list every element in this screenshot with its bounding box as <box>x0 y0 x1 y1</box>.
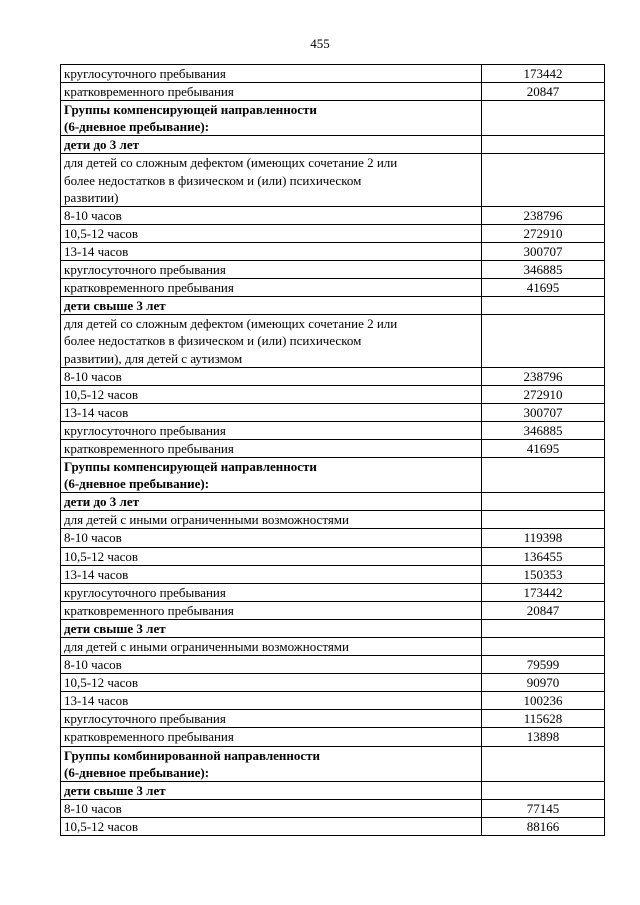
category-note-row <box>61 511 605 529</box>
row-label: Группы компенсирующей направленности (6-дневное пребывание): <box>61 458 482 493</box>
row-label: для детей с иными ограниченными возможностями <box>61 638 482 656</box>
row-label: дети свыше 3 лет <box>61 781 482 799</box>
row-label: 8-10 часов <box>61 206 482 224</box>
table-row <box>61 242 605 260</box>
table-row <box>61 421 605 439</box>
table-row <box>61 547 605 565</box>
row-value: 41695 <box>482 439 605 457</box>
row-value: 100236 <box>482 692 605 710</box>
row-label: 10,5-12 часов <box>61 547 482 565</box>
row-label: для детей со сложным дефектом (имеющих сочетание 2 или более недостатков в физическом и (или) психическом развитии), для детей с аутизмом <box>61 315 482 367</box>
row-value <box>482 638 605 656</box>
row-label: 8-10 часов <box>61 529 482 547</box>
row-label: кратковременного пребывания <box>61 728 482 746</box>
row-label: круглосуточного пребывания <box>61 421 482 439</box>
category-note-row <box>61 638 605 656</box>
table-row <box>61 367 605 385</box>
row-value: 90970 <box>482 674 605 692</box>
table-row <box>61 710 605 728</box>
row-label: круглосуточного пребывания <box>61 65 482 83</box>
row-value <box>482 511 605 529</box>
table-row <box>61 65 605 83</box>
table-row <box>61 83 605 101</box>
section-header-row <box>61 458 605 493</box>
table-row <box>61 601 605 619</box>
row-label: кратковременного пребывания <box>61 83 482 101</box>
table-row <box>61 206 605 224</box>
section-header-row <box>61 136 605 154</box>
row-value: 115628 <box>482 710 605 728</box>
row-value: 173442 <box>482 65 605 83</box>
row-value: 41695 <box>482 279 605 297</box>
row-value: 79599 <box>482 656 605 674</box>
table-row <box>61 692 605 710</box>
table-row <box>61 799 605 817</box>
row-value <box>482 746 605 781</box>
row-label: 10,5-12 часов <box>61 224 482 242</box>
row-value: 272910 <box>482 385 605 403</box>
table-row <box>61 674 605 692</box>
section-header-row <box>61 297 605 315</box>
row-label: дети свыше 3 лет <box>61 297 482 315</box>
table-row <box>61 529 605 547</box>
table-row <box>61 403 605 421</box>
row-value: 272910 <box>482 224 605 242</box>
page-number: 455 <box>310 36 330 51</box>
row-value <box>482 101 605 136</box>
section-header-row <box>61 101 605 136</box>
row-label: кратковременного пребывания <box>61 439 482 457</box>
row-value <box>482 136 605 154</box>
row-label: 13-14 часов <box>61 403 482 421</box>
row-label: 8-10 часов <box>61 656 482 674</box>
table-row <box>61 261 605 279</box>
table-row <box>61 439 605 457</box>
row-value <box>482 781 605 799</box>
row-value: 238796 <box>482 206 605 224</box>
row-value: 119398 <box>482 529 605 547</box>
row-label: 13-14 часов <box>61 242 482 260</box>
row-label: Группы комбинированной направленности (6-дневное пребывание): <box>61 746 482 781</box>
row-value: 346885 <box>482 421 605 439</box>
row-value: 346885 <box>482 261 605 279</box>
row-value <box>482 297 605 315</box>
row-value: 20847 <box>482 601 605 619</box>
row-label: Группы компенсирующей направленности (6-дневное пребывание): <box>61 101 482 136</box>
tariff-table <box>60 64 605 836</box>
row-label: круглосуточного пребывания <box>61 583 482 601</box>
category-note-row <box>61 315 605 367</box>
row-label: дети до 3 лет <box>61 136 482 154</box>
row-value: 20847 <box>482 83 605 101</box>
table-row <box>61 728 605 746</box>
row-label: кратковременного пребывания <box>61 601 482 619</box>
table-row <box>61 279 605 297</box>
row-value: 173442 <box>482 583 605 601</box>
tariff-table-body <box>61 65 605 836</box>
table-row <box>61 385 605 403</box>
row-label: круглосуточного пребывания <box>61 710 482 728</box>
row-label: дети до 3 лет <box>61 493 482 511</box>
section-header-row <box>61 493 605 511</box>
row-label: 10,5-12 часов <box>61 385 482 403</box>
row-value <box>482 458 605 493</box>
row-label: 10,5-12 часов <box>61 674 482 692</box>
table-row <box>61 565 605 583</box>
row-value <box>482 619 605 637</box>
row-label: круглосуточного пребывания <box>61 261 482 279</box>
row-value: 238796 <box>482 367 605 385</box>
section-header-row <box>61 746 605 781</box>
row-label: 8-10 часов <box>61 367 482 385</box>
row-label: кратковременного пребывания <box>61 279 482 297</box>
category-note-row <box>61 154 605 206</box>
table-row <box>61 583 605 601</box>
row-value: 88166 <box>482 817 605 835</box>
section-header-row <box>61 619 605 637</box>
row-value: 13898 <box>482 728 605 746</box>
row-label: для детей с иными ограниченными возможностями <box>61 511 482 529</box>
row-label: для детей со сложным дефектом (имеющих сочетание 2 или более недостатков в физическом и (или) психическом развитии) <box>61 154 482 206</box>
row-label: 13-14 часов <box>61 565 482 583</box>
row-label: 10,5-12 часов <box>61 817 482 835</box>
row-value: 300707 <box>482 242 605 260</box>
row-label: 13-14 часов <box>61 692 482 710</box>
table-row <box>61 817 605 835</box>
row-value: 136455 <box>482 547 605 565</box>
row-value <box>482 315 605 367</box>
row-label: 8-10 часов <box>61 799 482 817</box>
table-row <box>61 224 605 242</box>
table-row <box>61 656 605 674</box>
row-value: 150353 <box>482 565 605 583</box>
row-value: 77145 <box>482 799 605 817</box>
section-header-row <box>61 781 605 799</box>
row-label: дети свыше 3 лет <box>61 619 482 637</box>
row-value <box>482 154 605 206</box>
row-value: 300707 <box>482 403 605 421</box>
row-value <box>482 493 605 511</box>
